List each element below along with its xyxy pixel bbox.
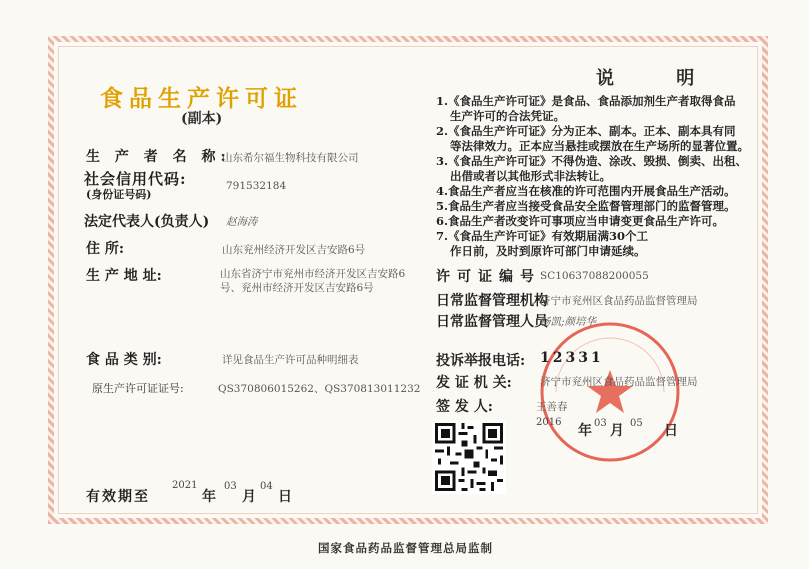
note-line: 作日前，及时到原许可部门申请延续。 [450, 244, 646, 258]
validity-month-char: 月 [242, 489, 256, 505]
complaint-phone-value: 12331 [540, 350, 604, 366]
validity-label: 有效期至 [86, 489, 150, 505]
supervisor-org-label: 日常监督管理机构 [436, 293, 548, 309]
address-value: 山东兖州经济开发区吉安路6号 [222, 244, 366, 256]
issue-day: 05 [630, 418, 643, 429]
note-line: 等法律效力。正本应当悬挂或摆放在生产场所的显著位置。 [450, 139, 749, 153]
license-number-value: SC10637088200055 [540, 270, 649, 282]
producer-value: 山东希尔福生物科技有限公司 [222, 152, 359, 164]
certificate-title: 食品生产许可证 [100, 85, 303, 112]
validity-day: 04 [260, 481, 273, 492]
footer-supervision-note: 国家食品药品监督管理总局监制 [318, 541, 493, 555]
credit-sublabel: (身份证号码) [86, 188, 152, 201]
note-line: 生产许可的合法凭证。 [450, 109, 565, 123]
original-cert-value: QS370806015262、QS370813011232 [218, 383, 421, 395]
note-line: 3.《食品生产许可证》不得伪造、涂改、毁损、倒卖、出租、 [436, 154, 748, 168]
production-address-label: 生 产 地 址: [86, 268, 162, 284]
validity-day-char: 日 [278, 489, 292, 505]
original-cert-label: 原生产许可证证号: [92, 382, 184, 395]
producer-label: 生 产 者 名 称: [86, 149, 231, 165]
issuer-label: 发 证 机 关: [436, 375, 512, 391]
signer-label: 签 发 人: [436, 399, 493, 415]
certificate-subtitle: (副本) [181, 111, 223, 127]
credit-value: 791532184 [226, 180, 287, 192]
validity-year: 2021 [172, 480, 198, 491]
qr-code [432, 420, 506, 494]
note-line: 5.食品生产者应当接受食品安全监督管理部门的监督管理。 [436, 199, 736, 213]
official-seal [536, 318, 684, 466]
issue-month: 03 [594, 418, 607, 429]
issue-month-char: 月 [610, 423, 624, 439]
issue-year: 2016 [536, 417, 562, 428]
supervisor-org-value: 济宁市兖州区食品药品监督管理局 [540, 295, 698, 307]
note-line: 7.《食品生产许可证》有效期届满30个工 [436, 229, 649, 243]
issue-year-char: 年 [578, 423, 592, 439]
note-line: 4.食品生产者应当在核准的许可范围内开展食品生产活动。 [436, 184, 736, 198]
complaint-phone-label: 投诉举报电话: [436, 353, 526, 369]
food-category-value: 详见食品生产许可品种明细表 [222, 354, 359, 366]
note-line: 出借或者以其他形式非法转让。 [450, 169, 611, 183]
supervisor-person-label: 日常监督管理人员 [436, 314, 548, 330]
note-line: 6.食品生产者改变许可事项应当申请变更食品生产许可。 [436, 214, 725, 228]
license-number-label: 许可证编号 [436, 269, 541, 285]
address-label: 住 所: [86, 241, 125, 257]
signer-value: 王善春 [536, 401, 568, 413]
legal-rep-label: 法定代表人(负责人) [84, 214, 210, 230]
production-address-line2: 号、兖州市经济开发区吉安路6号 [220, 282, 374, 294]
issuer-value: 济宁市兖州区食品药品监督管理局 [540, 376, 698, 388]
validity-month: 03 [224, 481, 237, 492]
supervisor-person-value: 杨凯;颜培华 [540, 316, 597, 328]
food-category-label: 食 品 类 别: [86, 352, 162, 368]
production-address-line1: 山东省济宁市兖州市经济开发区吉安路6 [220, 268, 406, 280]
validity-year-char: 年 [202, 489, 216, 505]
explanation-title: 说 明 [596, 68, 723, 89]
credit-label: 社会信用代码: [84, 170, 187, 188]
legal-rep-value: 赵海涛 [226, 216, 258, 228]
issue-day-char: 日 [664, 423, 678, 439]
note-line: 2.《食品生产许可证》分为正本、副本。正本、副本具有同 [436, 124, 736, 138]
note-line: 1.《食品生产许可证》是食品、食品添加剂生产者取得食品 [436, 94, 736, 108]
